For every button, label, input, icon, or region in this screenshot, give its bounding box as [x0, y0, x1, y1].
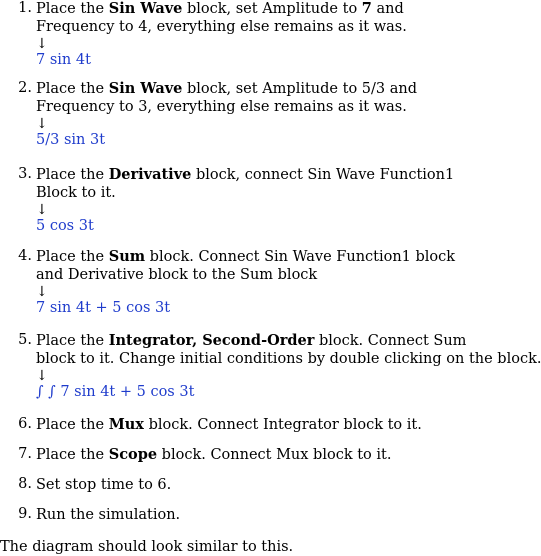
- result-expression: 7 sin 4t + 5 cos 3t: [36, 300, 171, 316]
- text: block, set Amplitude to: [182, 1, 362, 17]
- step-line: [36, 266, 472, 284]
- text: Run the simulation.: [36, 507, 181, 523]
- bold-text: Derivative: [108, 166, 192, 183]
- step-body: [36, 332, 541, 401]
- text: Place the: [36, 417, 109, 433]
- bold-text: Scope: [108, 446, 158, 463]
- step-line: [36, 80, 472, 98]
- text: Set stop time to 6.: [36, 477, 172, 493]
- text: Block to it.: [36, 185, 116, 201]
- step-number: 8.: [18, 476, 32, 492]
- text: and Derivative block to the Sum block: [36, 267, 318, 283]
- bold-text: Integrator, Second-Order: [108, 332, 315, 349]
- step-line: [36, 248, 472, 266]
- text: and: [371, 1, 404, 17]
- result-expression: 5/3 sin 3t: [36, 132, 106, 148]
- text: Place the: [36, 81, 109, 97]
- text: block, set Amplitude to 5/3 and: [182, 81, 417, 97]
- step-body: [36, 506, 472, 524]
- step-line: [36, 446, 472, 464]
- text: block to it. Change initial conditions by double clicking on the block.: [36, 351, 541, 367]
- text: Frequency to 3, everything else remains as it was.: [36, 99, 407, 115]
- step-body: [36, 248, 472, 317]
- bold-text: Sin Wave: [108, 0, 183, 17]
- result-expression: 5 cos 3t: [36, 218, 94, 234]
- down-arrow-icon: ↓: [36, 284, 48, 300]
- step-number: 3.: [18, 166, 32, 182]
- result-expression: ∫ ∫ 7 sin 4t + 5 cos 3t: [36, 384, 195, 400]
- step-number: 5.: [18, 332, 32, 348]
- down-arrow-icon: ↓: [36, 116, 48, 132]
- text: Place the: [36, 1, 109, 17]
- step-body: [36, 416, 472, 434]
- step-line: [36, 332, 472, 350]
- step-number: 4.: [18, 248, 32, 264]
- bold-text: Mux: [108, 416, 144, 433]
- footer-note: The diagram should look similar to this.: [0, 539, 294, 555]
- step-body: [36, 476, 472, 494]
- step-line: [36, 184, 472, 202]
- text: Place the: [36, 447, 109, 463]
- step-line: [36, 98, 472, 116]
- step-body: [36, 80, 472, 149]
- step-line: [36, 18, 472, 36]
- step-line: [36, 166, 472, 184]
- text: block, connect Sin Wave Function1: [191, 167, 455, 183]
- step-line: [36, 416, 472, 434]
- down-arrow-icon: ↓: [36, 368, 48, 384]
- step-line: [36, 476, 472, 494]
- step-body: [36, 446, 472, 464]
- step-number: 2.: [18, 80, 32, 96]
- down-arrow-icon: ↓: [36, 36, 48, 52]
- step-number: 6.: [18, 416, 32, 432]
- step-line: [36, 0, 472, 18]
- result-expression: 7 sin 4t: [36, 52, 91, 68]
- step-number: 9.: [18, 506, 32, 522]
- step-line: [36, 506, 472, 524]
- down-arrow-icon: ↓: [36, 202, 48, 218]
- text: block. Connect Sum: [314, 333, 467, 349]
- text: block. Connect Mux block to it.: [157, 447, 392, 463]
- step-body: [36, 166, 472, 235]
- step-body: [36, 0, 472, 69]
- text: block. Connect Integrator block to it.: [143, 417, 422, 433]
- step-number: 7.: [18, 446, 32, 462]
- text: Place the: [36, 333, 109, 349]
- step-number: 1.: [18, 0, 32, 16]
- bold-text: Sin Wave: [108, 80, 183, 97]
- bold-text: Sum: [108, 248, 146, 265]
- step-line: [36, 350, 541, 368]
- text: Frequency to 4, everything else remains as it was.: [36, 19, 407, 35]
- text: block. Connect Sin Wave Function1 block: [145, 249, 456, 265]
- text: Place the: [36, 249, 109, 265]
- text: Place the: [36, 167, 109, 183]
- bold-text: 7: [361, 0, 372, 17]
